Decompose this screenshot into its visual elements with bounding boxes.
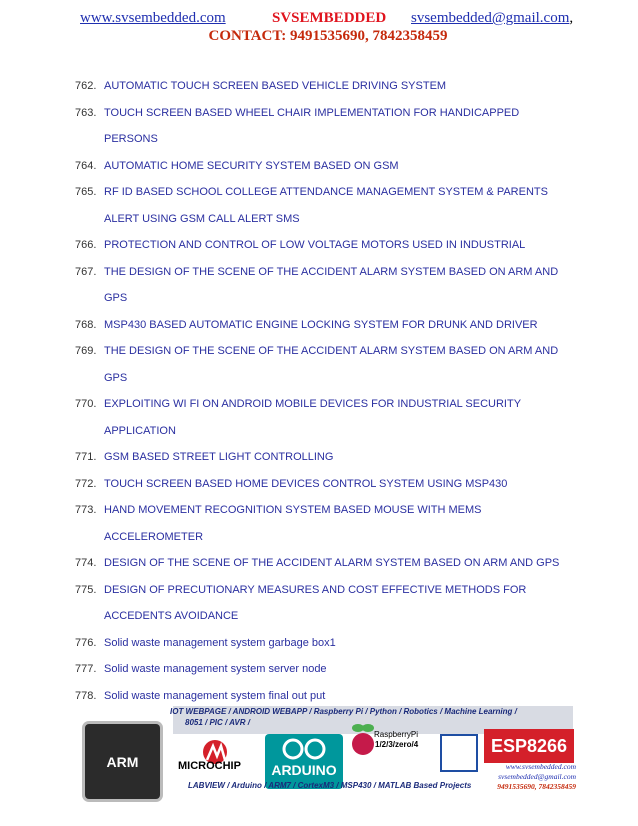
item-text: ACCEDENTS AVOIDANCE — [104, 610, 239, 622]
item-number: 762. — [75, 80, 97, 92]
item-text: ALERT USING GSM CALL ALERT SMS — [104, 212, 300, 225]
banner-top-text: IOT WEBPAGE / ANDROID WEBAPP / Raspberry Pi / Python / Robotics / Machine Learning / — [170, 707, 517, 716]
list-item — [0, 471, 638, 498]
item-text: ACCELEROMETER — [104, 530, 204, 543]
page-header — [0, 8, 638, 45]
list-item — [0, 206, 638, 233]
item-number: 775. — [75, 583, 97, 596]
item-text: PERSONS — [104, 133, 158, 145]
list-item — [0, 259, 638, 286]
item-text: Solid waste management system final out put — [104, 689, 326, 702]
item-text: DESIGN OF THE SCENE OF THE ACCIDENT ALARM SYSTEM BASED ON ARM AND GPS — [104, 557, 560, 569]
list-item — [0, 550, 638, 577]
item-number: 774. — [75, 557, 97, 569]
item-number: 771. — [75, 451, 97, 463]
list-item — [0, 577, 638, 604]
item-text: AUTOMATIC TOUCH SCREEN BASED VEHICLE DRIVING SYSTEM — [104, 80, 447, 92]
item-number: 767. — [75, 265, 97, 278]
item-text: PROTECTION AND CONTROL OF LOW VOLTAGE MOTORS USED IN INDUSTRIAL — [104, 239, 526, 251]
list-item — [0, 418, 638, 445]
item-number: 770. — [75, 398, 97, 410]
list-item — [0, 338, 638, 365]
list-item — [0, 524, 638, 551]
banner-bottom-text: LABVIEW / Arduino / ARM7 / CortexM3 / MSP430 / MATLAB Based Projects — [188, 781, 472, 790]
list-item — [0, 444, 638, 471]
raspberry-pi-label: RaspberryPi — [374, 730, 419, 739]
item-text: THE DESIGN OF THE SCENE OF THE ACCIDENT ALARM SYSTEM BASED ON ARM AND — [104, 265, 559, 278]
item-number: 769. — [75, 345, 97, 357]
item-text: Solid waste management system garbage box1 — [104, 636, 336, 649]
list-item — [0, 312, 638, 339]
list-item — [0, 630, 638, 657]
list-item — [0, 100, 638, 127]
item-number: 778. — [75, 689, 97, 702]
item-number: 776. — [75, 636, 97, 649]
banner-email: svsembedded@gmail.com — [498, 772, 576, 781]
item-number: 766. — [75, 239, 97, 251]
item-number: 777. — [75, 663, 97, 675]
list-item — [0, 232, 638, 259]
item-number: 763. — [75, 106, 97, 119]
list-item — [0, 603, 638, 630]
list-item — [0, 391, 638, 418]
arm-chip-logo: ARM — [85, 724, 160, 799]
microchip-label: MICROCHIP — [178, 760, 241, 772]
item-number: 764. — [75, 159, 97, 172]
raspberry-pi-icon — [348, 722, 378, 762]
arduino-label: ARDUINO — [271, 762, 337, 778]
microchip-logo-icon — [185, 734, 265, 779]
email-suffix: , — [569, 10, 574, 26]
item-text: GPS — [104, 371, 128, 384]
item-text: EXPLOITING WI FI ON ANDROID MOBILE DEVICES FOR INDUSTRIAL SECURITY — [104, 398, 522, 410]
footer-banner — [70, 704, 575, 814]
banner-phone: 9491535690, 7842358459 — [497, 782, 576, 791]
arduino-infinity-icon — [265, 734, 343, 764]
list-item — [0, 497, 638, 524]
item-text: MSP430 BASED AUTOMATIC ENGINE LOCKING SYSTEM FOR DRUNK AND DRIVER — [104, 318, 538, 331]
item-text: GSM BASED STREET LIGHT CONTROLLING — [104, 451, 334, 463]
esp8266-logo: ESP8266 — [484, 729, 574, 763]
list-item — [0, 285, 638, 312]
email-wrapper — [411, 10, 573, 27]
item-text: TOUCH SCREEN BASED WHEEL CHAIR IMPLEMENTATION FOR HANDICAPPED — [104, 106, 520, 119]
item-number: 765. — [75, 186, 97, 198]
item-text: DESIGN OF PRECUTIONARY MEASURES AND COST EFFECTIVE METHODS FOR — [104, 583, 527, 596]
contact-line: CONTACT: 9491535690, 7842358459 — [208, 28, 448, 44]
item-number: 772. — [75, 477, 97, 490]
list-item — [0, 365, 638, 392]
website-link[interactable]: www.svsembedded.com — [80, 10, 226, 26]
item-text: TOUCH SCREEN BASED HOME DEVICES CONTROL SYSTEM USING MSP430 — [104, 477, 508, 490]
list-item — [0, 73, 638, 100]
list-item — [0, 656, 638, 683]
item-text: Solid waste management system server node — [104, 663, 327, 675]
email-link[interactable]: svsembedded@gmail.com — [411, 10, 570, 26]
item-number: 768. — [75, 318, 97, 331]
item-text: RF ID BASED SCHOOL COLLEGE ATTENDANCE MANAGEMENT SYSTEM & PARENTS — [104, 186, 548, 198]
list-item — [0, 153, 638, 180]
item-text: HAND MOVEMENT RECOGNITION SYSTEM BASED MOUSE WITH MEMS — [104, 504, 482, 516]
list-item — [0, 126, 638, 153]
brand-name: SVSEMBEDDED — [272, 10, 387, 26]
item-text: AUTOMATIC HOME SECURITY SYSTEM BASED ON GSM — [104, 159, 399, 172]
item-text: APPLICATION — [104, 424, 176, 437]
item-number: 773. — [75, 504, 97, 516]
project-list — [0, 73, 638, 709]
banner-top-text-2: 8051 / PIC / AVR / — [185, 718, 250, 727]
raspberry-pi-models: 1/2/3/zero/4 — [375, 740, 419, 749]
item-text: GPS — [104, 292, 128, 304]
banner-contact-block — [468, 762, 576, 792]
banner-website: www.svsembedded.com — [505, 762, 576, 771]
item-text: THE DESIGN OF THE SCENE OF THE ACCIDENT ALARM SYSTEM BASED ON ARM AND — [104, 345, 559, 357]
list-item — [0, 179, 638, 206]
